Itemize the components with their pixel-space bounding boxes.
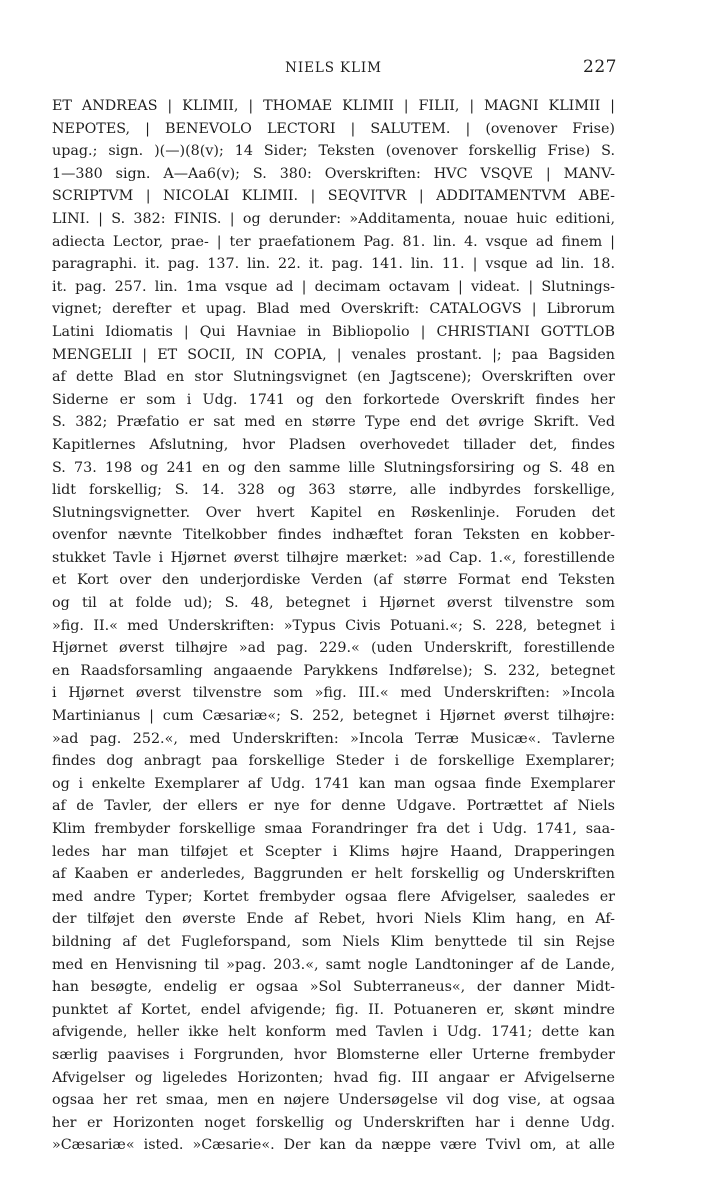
text-line: i Hjørnet øverst tilvenstre som »fig. III.« med Underskriften: »Incola (52, 685, 615, 702)
text-line: ledes har man tilføjet et Scepter i Klims højre Haand, Drapperingen (52, 843, 615, 860)
text-line: »fig. II.« med Underskriften: »Typus Civis Potuani.«; S. 228, betegnet i (52, 617, 615, 634)
text-line: særlig paavises i Forgrunden, hvor Blomsterne eller Urterne frembyder (52, 1046, 615, 1063)
running-head: NIELS KLIM (285, 60, 382, 76)
text-line: paragraphi. it. pag. 137. lin. 22. it. pag. 141. lin. 11. | vsque ad lin. 18. (52, 256, 615, 273)
text-line: LINI. | S. 382: FINIS. | og derunder: »Additamenta, nouae huic editioni, (52, 210, 615, 227)
text-line: upag.; sign. )(—)(8(v); 14 Sider; Teksten (ovenover forskellig Frise) S. (52, 143, 615, 160)
text-line: ovenfor nævnte Titelkobber findes indhæftet foran Teksten en kobber- (52, 527, 615, 544)
text-line: punktet af Kortet, endel afvigende; fig. II. Potuaneren er, skønt mindre (52, 1001, 615, 1018)
body-text (52, 95, 615, 1157)
text-line: og til at folde ud); S. 48, betegnet i Hjørnet øverst tilvenstre som (52, 595, 615, 612)
text-line: afvigende, heller ikke helt konform med Tavlen i Udg. 1741; dette kan (52, 1024, 615, 1041)
text-line: og i enkelte Exemplarer af Udg. 1741 kan man ogsaa finde Exemplarer (52, 775, 615, 792)
text-line: med en Henvisning til »pag. 203.«, samt nogle Landtoninger af de Lande, (52, 956, 615, 973)
text-line: NEPOTES, | BENEVOLO LECTORI | SALUTEM. | (ovenover Frise) (52, 120, 615, 137)
text-line: Klim frembyder forskellige smaa Forandringer fra det i Udg. 1741, saa- (52, 821, 615, 837)
text-line: lidt forskellig; S. 14. 328 og 363 større, alle indbyrdes forskellige, (52, 482, 615, 499)
text-line: af Kaaben er anderledes, Baggrunden er helt forskellig og Underskriften (52, 866, 615, 883)
text-line: S. 73. 198 og 241 en og den samme lille Slutningsforsiring og S. 48 en (52, 459, 615, 476)
text-line: SCRIPTVM | NICOLAI KLIMII. | SEQVITVR | ADDITAMENTVM ABE- (52, 188, 615, 205)
text-line: ET ANDREAS | KLIMII, | THOMAE KLIMII | FILII, | MAGNI KLIMII | (52, 98, 615, 114)
text-line: med andre Typer; Kortet frembyder ogsaa flere Afvigelser, saaledes er (52, 888, 615, 905)
text-line: bildning af det Fugleforspand, som Niels Klim benyttede til sin Rejse (52, 933, 615, 950)
text-line: »ad pag. 252.«, med Underskriften: »Incola Terræ Musicæ«. Tavlerne (52, 730, 615, 747)
text-line: Afvigelser og ligeledes Horizonten; hvad fig. III angaar er Afvigelserne (52, 1069, 615, 1086)
text-line: vignet; derefter et upag. Blad med Overskrift: CATALOGVS | Librorum (52, 301, 615, 318)
text-line: Kapitlernes Afslutning, hvor Pladsen overhovedet tillader det, findes (52, 436, 615, 453)
text-line: stukket Tavle i Hjørnet øverst tilhøjre mærket: »ad Cap. 1.«, forestillende (52, 549, 615, 566)
text-line: ogsaa her ret smaa, men en nøjere Undersøgelse vil dog vise, at ogsaa (52, 1092, 615, 1109)
text-line: et Kort over den underjordiske Verden (af større Format end Teksten (52, 572, 615, 589)
text-line: Slutningsvignetter. Over hvert Kapitel en Røskenlinje. Foruden det (52, 504, 615, 521)
page-number: 227 (583, 57, 617, 77)
text-line: MENGELII | ET SOCII, IN COPIA, | venales prostant. |; paa Bagsiden (52, 346, 615, 363)
text-line: der tilføjet den øverste Ende af Rebet, hvori Niels Klim hang, en Af- (52, 911, 615, 928)
text-line: 1—380 sign. A—Aa6(v); S. 380: Overskriften: HVC VSQVE | MANV- (52, 165, 615, 182)
text-line: S. 382; Præfatio er sat med en større Type end det øvrige Skrift. Ved (52, 414, 615, 431)
text-line: »Cæsariæ« isted. »Cæsarie«. Der kan da næppe være Tvivl om, at alle (52, 1137, 615, 1154)
text-line: af de Tavler, der ellers er nye for denne Udgave. Portrættet af Niels (52, 798, 615, 815)
text-line: her er Horizonten noget forskellig og Underskriften har i denne Udg. (52, 1114, 615, 1131)
text-line: Latini Idiomatis | Qui Havniae in Bibliopolio | CHRISTIANI GOTTLOB (52, 323, 615, 340)
text-line: en Raadsforsamling angaaende Parykkens Indførelse); S. 232, betegnet (52, 662, 615, 679)
text-line: it. pag. 257. lin. 1ma vsque ad | decimam octavam | videat. | Slutnings- (52, 278, 615, 295)
text-line: findes dog anbragt paa forskellige Steder i de forskellige Exemplarer; (52, 753, 615, 770)
text-line: af dette Blad en stor Slutningsvignet (en Jagtscene); Overskriften over (52, 369, 615, 386)
page-header (52, 57, 617, 84)
text-line: Hjørnet øverst tilhøjre »ad pag. 229.« (uden Underskrift, forestillende (52, 640, 615, 657)
text-line: Martinianus | cum Cæsariæ«; S. 252, betegnet i Hjørnet øverst tilhøjre: (52, 708, 615, 725)
text-line: Siderne er som i Udg. 1741 og den forkortede Overskrift findes her (52, 391, 615, 408)
text-line: adiecta Lector, prae- | ter praefationem Pag. 81. lin. 4. vsque ad finem | (52, 233, 615, 250)
text-line: han besøgte, endelig er ogsaa »Sol Subterraneus«, der danner Midt- (52, 979, 615, 996)
